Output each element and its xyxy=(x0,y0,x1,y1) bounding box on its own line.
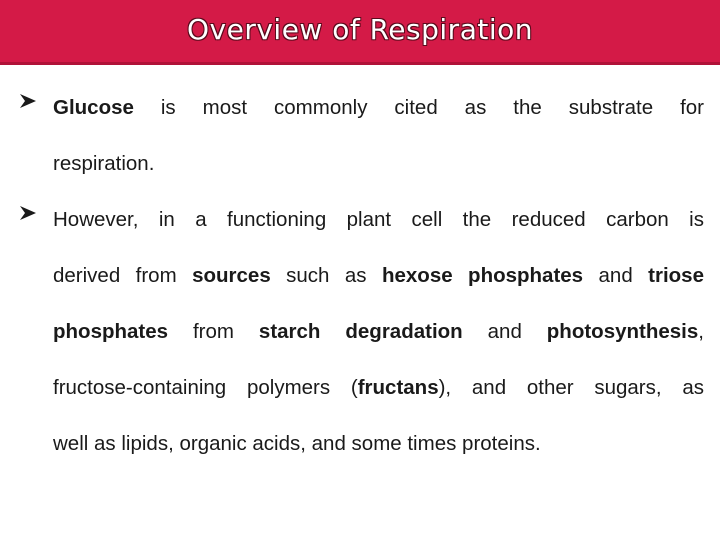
text-line xyxy=(53,192,704,248)
text-span: , xyxy=(698,320,704,343)
text-span: well as lipids, organic acids, and some times proteins. xyxy=(53,432,541,455)
text-span: from xyxy=(168,320,259,343)
text-span: ), and other sugars, as xyxy=(438,376,704,399)
text-line xyxy=(53,136,704,192)
text-line xyxy=(53,304,704,360)
text-span: fructose-containing polymers ( xyxy=(53,376,358,399)
text-line xyxy=(53,360,704,416)
arrow-bullet-icon xyxy=(18,203,38,223)
bullet-item xyxy=(18,192,704,472)
bold-term: triose xyxy=(648,264,704,287)
text-span: derived from xyxy=(53,264,193,287)
arrow-bullet-icon xyxy=(18,91,38,111)
text-span: such as xyxy=(270,264,382,287)
text-span: However, in a functioning plant cell the reduced carbon is xyxy=(53,208,704,231)
bold-term: photosynthesis xyxy=(546,320,699,343)
text-span: and xyxy=(462,320,547,343)
slide-content xyxy=(18,80,704,472)
slide-title: Overview of Respiration xyxy=(187,12,533,46)
title-bar xyxy=(0,0,720,65)
text-line xyxy=(53,248,704,304)
bold-term: Glucose xyxy=(53,96,134,119)
bold-term: hexose phosphates xyxy=(381,264,584,287)
text-span: is most commonly cited as the substrate for xyxy=(133,96,704,119)
text-line xyxy=(53,416,704,472)
bullet-item xyxy=(18,80,704,192)
bullet-text xyxy=(53,192,704,472)
bold-term: phosphates xyxy=(53,320,169,343)
bold-term: starch degradation xyxy=(258,320,463,343)
bold-term: fructans xyxy=(357,376,439,399)
text-span: respiration. xyxy=(53,152,155,175)
text-span: and xyxy=(583,264,649,287)
bullet-text xyxy=(53,80,704,192)
bold-term: sources xyxy=(192,264,271,287)
text-line xyxy=(53,80,704,136)
